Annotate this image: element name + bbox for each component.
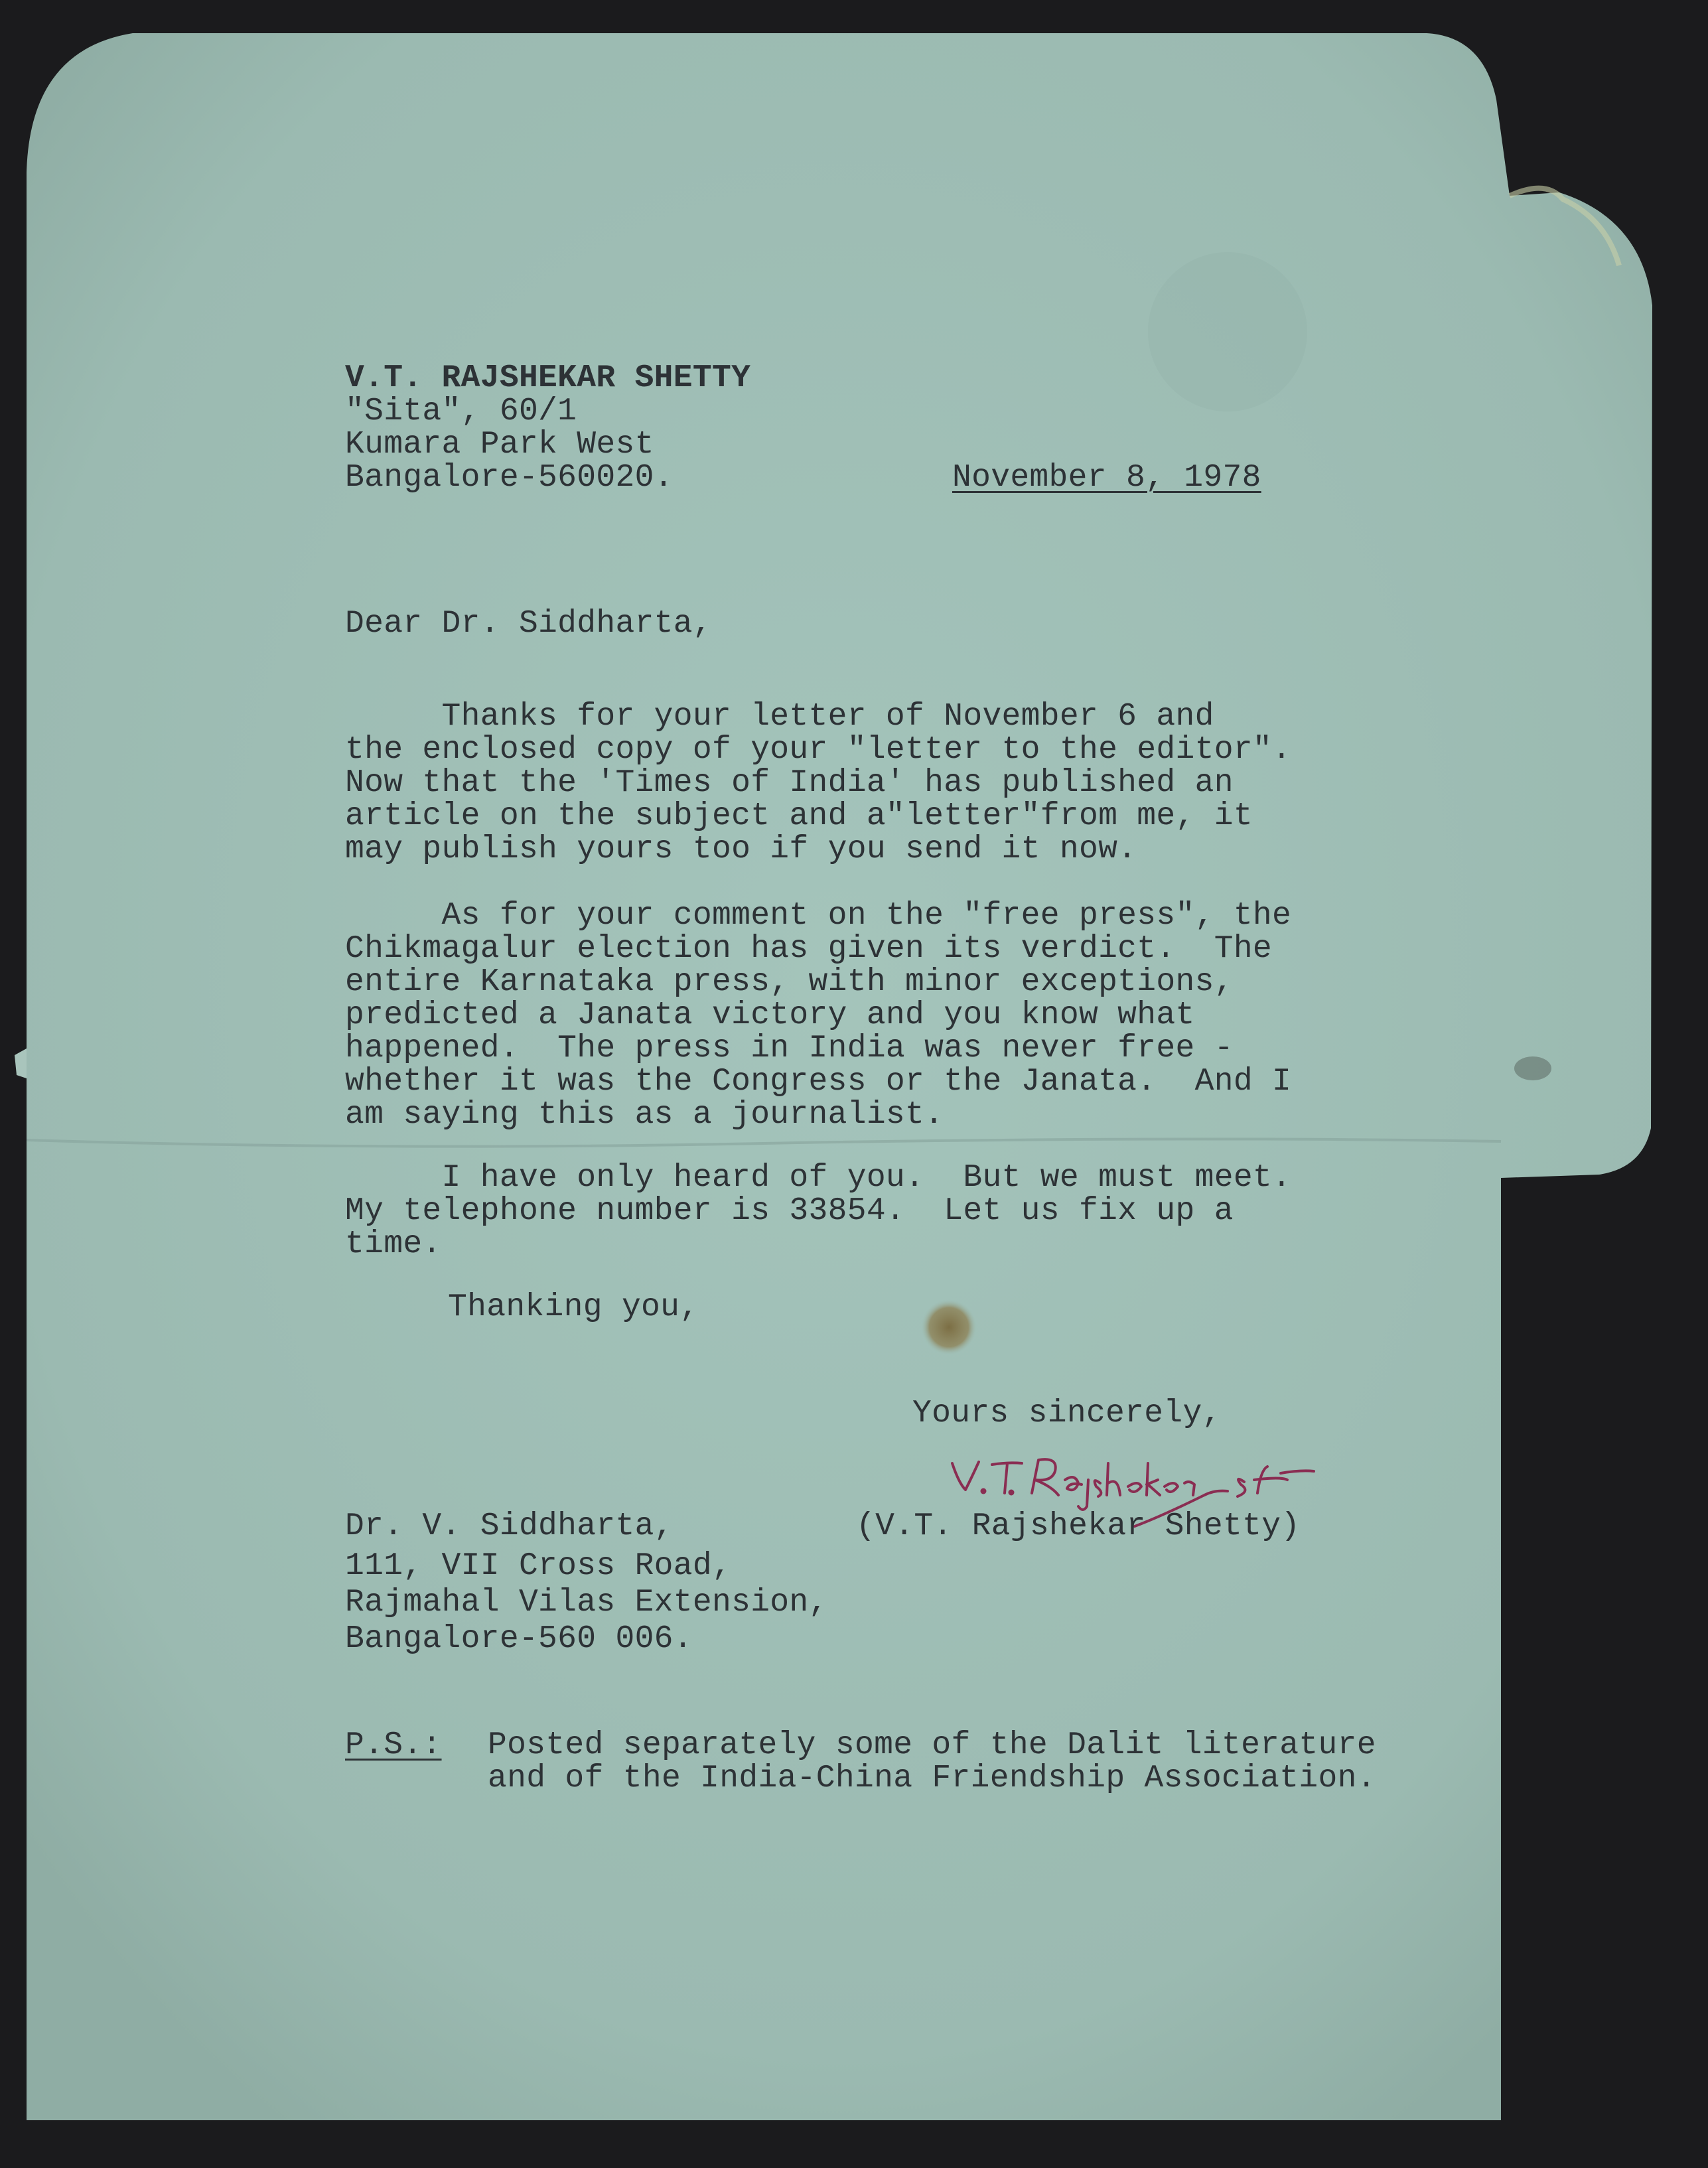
paragraph-line: As for your comment on the "free press", the	[345, 898, 1292, 934]
paragraph-line: article on the subject and a"letter"from me, it	[345, 798, 1253, 834]
edge-foxing	[1514, 1056, 1551, 1080]
left-edge-notch	[15, 1048, 27, 1078]
paragraph-line: am saying this as a journalist.	[345, 1097, 944, 1133]
ps-line: and of the India-China Friendship Association.	[488, 1761, 1376, 1796]
ps-label: P.S.:	[345, 1727, 442, 1763]
paragraph-line: Chikmagalur election has given its verdict. The	[345, 931, 1273, 967]
faded-postmark	[1148, 252, 1307, 411]
paragraph-line: may publish yours too if you send it now.	[345, 831, 1137, 867]
paragraph-line: whether it was the Congress or the Janata. And I	[345, 1064, 1292, 1100]
recipient-line: Dr. V. Siddharta,	[345, 1508, 674, 1544]
brown-stain	[921, 1299, 977, 1355]
typed-signature: (V.T. Rajshekar Shetty)	[856, 1508, 1301, 1544]
paragraph-line: entire Karnataka press, with minor exceptions,	[345, 964, 1234, 1000]
paragraph-line: happened. The press in India was never free -	[345, 1031, 1234, 1066]
sender-address-line: Bangalore-560020.	[345, 460, 674, 496]
letter-date: November 8, 1978	[952, 460, 1261, 496]
sender-address-line: "Sita", 60/1	[345, 394, 577, 429]
paragraph-line: predicted a Janata victory and you know what	[345, 997, 1195, 1033]
closing-line: Yours sincerely,	[912, 1396, 1222, 1431]
paragraph-line: time.	[345, 1226, 442, 1262]
thanking-line: Thanking you,	[448, 1289, 699, 1325]
recipient-line: Bangalore-560 006.	[345, 1621, 693, 1657]
paragraph-line: Thanks for your letter of November 6 and	[345, 699, 1214, 735]
recipient-line: 111, VII Cross Road,	[345, 1548, 732, 1584]
recipient-line: Rajmahal Vilas Extension,	[345, 1585, 828, 1621]
sender-address-line: Kumara Park West	[345, 427, 654, 463]
sender-name: V.T. RAJSHEKAR SHETTY	[345, 360, 751, 396]
paragraph-line: My telephone number is 33854. Let us fix up a	[345, 1193, 1234, 1229]
paragraph-line: Now that the 'Times of India' has published an	[345, 765, 1234, 801]
paragraph-line: the enclosed copy of your "letter to the editor".	[345, 732, 1292, 768]
ps-line: Posted separately some of the Dalit literature	[488, 1727, 1376, 1763]
salutation: Dear Dr. Siddharta,	[345, 606, 712, 642]
paragraph-line: I have only heard of you. But we must meet.	[345, 1160, 1292, 1196]
